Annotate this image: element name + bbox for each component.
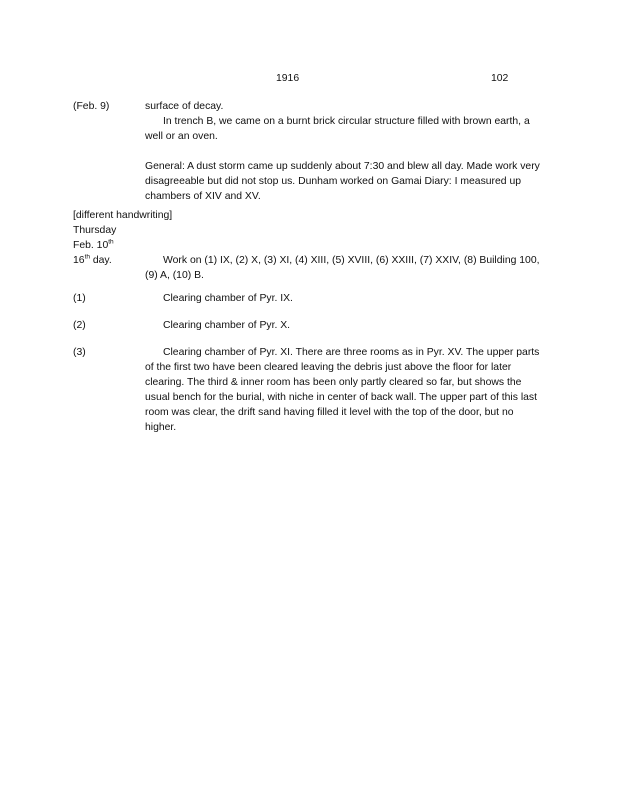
entry-1 — [145, 291, 545, 306]
entry-2 — [145, 318, 545, 333]
entry-1-number: (1) — [73, 293, 86, 304]
day-count-suffix: day. — [89, 255, 112, 266]
header-year: 1916 — [276, 73, 300, 84]
entry-1-text: Clearing chamber of Pyr. IX. — [163, 293, 293, 304]
feb10-date-label — [73, 238, 114, 253]
feb9-entry — [145, 99, 545, 204]
feb9-general-paragraph: General: A dust storm came up suddenly about 7:30 and blew all day. Made work very disagreeable but did not stop us. Dunham worked on Gamai Diary: I measured up chambers of XIV and XV. — [145, 161, 540, 202]
feb9-trench-paragraph: In trench B, we came on a burnt brick circular structure filled with brown earth, a well or an oven. — [145, 116, 530, 142]
day-count-sup: th — [84, 253, 90, 261]
feb10-date-sup: th — [108, 238, 114, 246]
entry-2-text: Clearing chamber of Pyr. X. — [163, 320, 291, 331]
day-count-number: 16 — [73, 255, 85, 266]
handwriting-note: [different handwriting] — [73, 210, 173, 221]
entry-3 — [145, 345, 545, 435]
entry-2-number: (2) — [73, 320, 86, 331]
feb10-date-main: Feb. 10 — [73, 240, 109, 251]
weekday-label: Thursday — [73, 225, 117, 236]
entry-3-text: Clearing chamber of Pyr. XI. There are three rooms as in Pyr. XV. The upper parts of the first two have been cleared leaving the debris just above the floor for later clearing. The third & inner room has been only partly cleared so far, but shows the usual bench for the burial, with niche in center of back wall. The upper part of this last room was clear, the drift sand having filled it level with the top of the door, but no higher. — [145, 347, 540, 433]
entry-3-number: (3) — [73, 347, 86, 358]
feb9-line1: surface of decay. — [145, 101, 224, 112]
work-list-text: Work on (1) IX, (2) X, (3) XI, (4) XIII, (5) XVIII, (6) XXIII, (7) XXIV, (8) Building 100, (9) A, (10) B. — [145, 255, 540, 281]
feb9-date-label: (Feb. 9) — [73, 101, 110, 112]
day-count-label — [73, 253, 112, 268]
header-page-number: 102 — [491, 73, 509, 84]
work-list — [145, 253, 545, 283]
